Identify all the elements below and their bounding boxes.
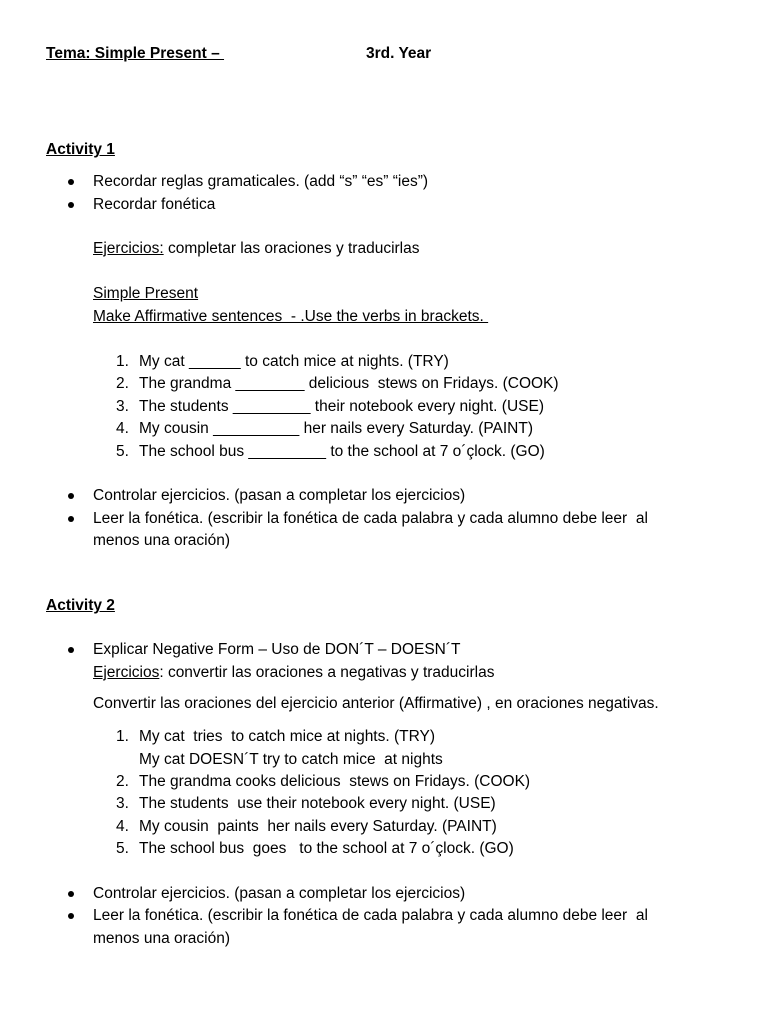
item-number: 3. bbox=[116, 398, 129, 415]
bullet-icon bbox=[68, 913, 74, 919]
exercise-item: My cat tries to catch mice at nights. (TRY) bbox=[139, 728, 436, 745]
ejercicios-line bbox=[93, 663, 494, 683]
section-subtitle: Simple Present bbox=[93, 285, 199, 302]
convert-instruction: Convertir las oraciones del ejercicio anterior (Affirmative) , en oraciones negativas. bbox=[93, 695, 659, 712]
exercise-item: The grandma ________ delicious stews on Fridays. (COOK) bbox=[139, 375, 559, 392]
list-item: Recordar fonética bbox=[93, 196, 216, 213]
list-item: Controlar ejercicios. (pasan a completar los ejercicios) bbox=[93, 487, 466, 504]
item-number: 1. bbox=[116, 728, 129, 745]
exercise-item: My cat ______ to catch mice at nights. (TRY) bbox=[139, 353, 449, 370]
exercise-item: My cousin __________ her nails every Saturday. (PAINT) bbox=[139, 420, 534, 437]
instruction-text: Make Affirmative sentences - .Use the verbs in brackets. bbox=[93, 308, 489, 325]
item-number: 3. bbox=[116, 795, 129, 812]
exercise-item: The students _________ their notebook every night. (USE) bbox=[139, 398, 544, 415]
exercise-item: The school bus _________ to the school at 7 o´çlock. (GO) bbox=[139, 443, 545, 460]
bullet-icon bbox=[68, 891, 74, 897]
item-number: 4. bbox=[116, 420, 129, 437]
exercise-item: The grandma cooks delicious stews on Fridays. (COOK) bbox=[139, 773, 531, 790]
item-number: 5. bbox=[116, 443, 129, 460]
list-item: Recordar reglas gramaticales. (add “s” “es” “ies”) bbox=[93, 173, 429, 190]
ejercicios-text: : convertir las oraciones a negativas y traducirlas bbox=[159, 664, 495, 681]
list-item: Controlar ejercicios. (pasan a completar los ejercicios) bbox=[93, 885, 466, 902]
exercise-item: The school bus goes to the school at 7 o´çlock. (GO) bbox=[139, 840, 514, 857]
bullet-icon bbox=[68, 493, 74, 499]
list-item-continued: menos una oración) bbox=[93, 930, 230, 947]
topic-title: Tema: Simple Present – bbox=[46, 45, 225, 62]
list-item-continued: menos una oración) bbox=[93, 532, 230, 549]
list-item: Leer la fonética. (escribir la fonética de cada palabra y cada alumno debe leer al bbox=[93, 510, 648, 527]
exercise-item: My cousin paints her nails every Saturday. (PAINT) bbox=[139, 818, 497, 835]
item-number: 2. bbox=[116, 773, 129, 790]
activity2-heading: Activity 2 bbox=[46, 597, 115, 614]
bullet-icon bbox=[68, 516, 74, 522]
item-number: 2. bbox=[116, 375, 129, 392]
bullet-icon bbox=[68, 202, 74, 208]
exercise-item-negative: My cat DOESN´T try to catch mice at nights bbox=[139, 751, 443, 768]
ejercicios-line bbox=[93, 239, 420, 259]
list-item: Explicar Negative Form – Uso de DON´T – DOESN´T bbox=[93, 641, 461, 658]
item-number: 1. bbox=[116, 353, 129, 370]
item-number: 5. bbox=[116, 840, 129, 857]
ejercicios-text: completar las oraciones y traducirlas bbox=[163, 240, 420, 257]
bullet-icon bbox=[68, 179, 74, 185]
ejercicios-label: Ejercicios bbox=[93, 664, 160, 681]
list-item: Leer la fonética. (escribir la fonética de cada palabra y cada alumno debe leer al bbox=[93, 907, 648, 924]
activity1-heading: Activity 1 bbox=[46, 141, 115, 158]
ejercicios-label: Ejercicios: bbox=[93, 240, 164, 257]
item-number: 4. bbox=[116, 818, 129, 835]
year-label: 3rd. Year bbox=[366, 45, 432, 62]
exercise-item: The students use their notebook every night. (USE) bbox=[139, 795, 496, 812]
bullet-icon bbox=[68, 647, 74, 653]
